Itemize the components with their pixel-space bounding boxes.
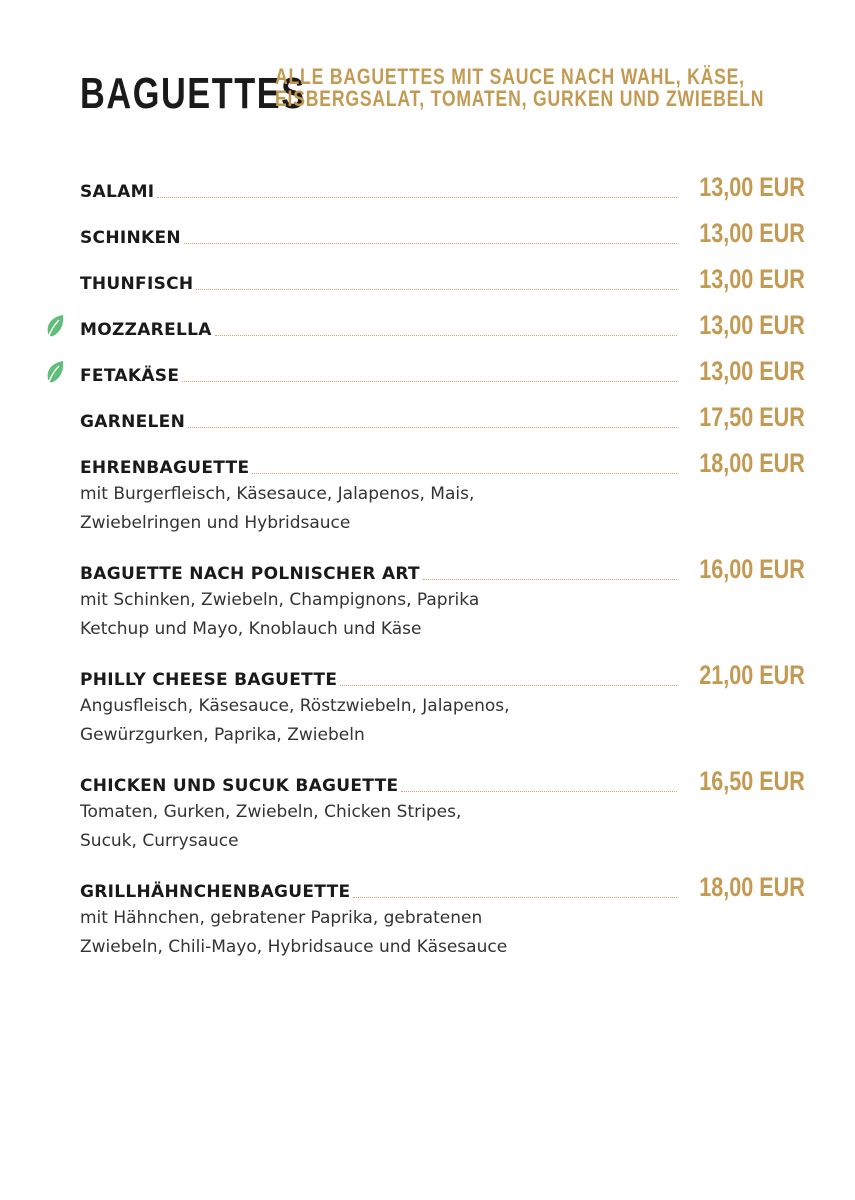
dot-leader bbox=[196, 288, 677, 290]
page-subtitle bbox=[275, 64, 765, 111]
leaf-icon bbox=[44, 360, 66, 386]
menu-item-name: PHILLY CHEESE BAGUETTE bbox=[80, 670, 338, 690]
dot-leader bbox=[252, 472, 677, 474]
subtitle-line-2: EISBERGSALAT, TOMATEN, GURKEN UND ZWIEBELN bbox=[275, 86, 765, 111]
menu-item-price: 17,50 EUR bbox=[699, 402, 805, 432]
dot-leader bbox=[340, 684, 677, 686]
menu-item bbox=[80, 356, 805, 386]
dot-leader bbox=[423, 578, 677, 580]
menu-item-price: 13,00 EUR bbox=[699, 310, 805, 340]
menu-item bbox=[80, 172, 805, 202]
menu-item-name: FETAKÄSE bbox=[80, 366, 180, 386]
menu-item-row bbox=[80, 766, 805, 796]
subtitle-line-1: ALLE BAGUETTES MIT SAUCE NACH WAHL, KÄSE, bbox=[275, 64, 745, 89]
dot-leader bbox=[157, 196, 677, 198]
menu-item-name: CHICKEN UND SUCUK BAGUETTE bbox=[80, 776, 399, 796]
menu-item-name: THUNFISCH bbox=[80, 274, 194, 294]
menu-item-name: BAGUETTE NACH POLNISCHER ART bbox=[80, 564, 420, 584]
description-line: Gewürzgurken, Paprika, Zwiebeln bbox=[80, 725, 365, 745]
page-header bbox=[80, 66, 835, 116]
menu-item-name: SALAMI bbox=[80, 182, 155, 202]
dot-leader bbox=[188, 426, 677, 428]
menu-item-price: 13,00 EUR bbox=[699, 218, 805, 248]
leaf-icon bbox=[44, 314, 66, 340]
menu-item-price: 18,00 EUR bbox=[699, 448, 805, 478]
description-line: mit Schinken, Zwiebeln, Champignons, Paprika bbox=[80, 590, 480, 610]
menu-item-description bbox=[80, 692, 600, 750]
menu-item-description bbox=[80, 904, 600, 962]
menu-item-price: 16,00 EUR bbox=[699, 554, 805, 584]
menu-item-name: EHRENBAGUETTE bbox=[80, 458, 250, 478]
menu-item bbox=[80, 310, 805, 340]
description-line: Ketchup und Mayo, Knoblauch und Käse bbox=[80, 619, 422, 639]
menu-list bbox=[80, 172, 805, 978]
menu-item-price: 13,00 EUR bbox=[699, 264, 805, 294]
dot-leader bbox=[215, 334, 677, 336]
menu-item-price: 16,50 EUR bbox=[699, 766, 805, 796]
menu-item-name: SCHINKEN bbox=[80, 228, 181, 248]
description-line: Tomaten, Gurken, Zwiebeln, Chicken Stripes, bbox=[80, 802, 462, 822]
menu-item-row bbox=[80, 264, 805, 294]
menu-item bbox=[80, 660, 805, 750]
menu-item-row bbox=[80, 554, 805, 584]
menu-item-price: 13,00 EUR bbox=[699, 172, 805, 202]
menu-item-description bbox=[80, 586, 600, 644]
menu-item bbox=[80, 448, 805, 538]
menu-item-row bbox=[80, 310, 805, 340]
menu-item-row bbox=[80, 172, 805, 202]
page-title: BAGUETTES bbox=[80, 69, 306, 118]
menu-item-description bbox=[80, 798, 600, 856]
dot-leader bbox=[184, 242, 677, 244]
menu-item bbox=[80, 872, 805, 962]
menu-item-name: MOZZARELLA bbox=[80, 320, 212, 340]
menu-item-row bbox=[80, 448, 805, 478]
menu-item-price: 18,00 EUR bbox=[699, 872, 805, 902]
menu-item-price: 13,00 EUR bbox=[699, 356, 805, 386]
menu-item-row bbox=[80, 402, 805, 432]
menu-item bbox=[80, 554, 805, 644]
dot-leader bbox=[182, 380, 677, 382]
dot-leader bbox=[401, 790, 677, 792]
menu-item-row bbox=[80, 872, 805, 902]
menu-item bbox=[80, 402, 805, 432]
menu-item bbox=[80, 218, 805, 248]
description-line: mit Burgerfleisch, Käsesauce, Jalapenos, Mais, bbox=[80, 484, 475, 504]
description-line: Angusfleisch, Käsesauce, Röstzwiebeln, Jalapenos, bbox=[80, 696, 510, 716]
dot-leader bbox=[353, 896, 677, 898]
menu-item-description bbox=[80, 480, 600, 538]
menu-item bbox=[80, 766, 805, 856]
menu-item-name: GRILLHÄHNCHENBAGUETTE bbox=[80, 882, 351, 902]
menu-item bbox=[80, 264, 805, 294]
menu-item-name: GARNELEN bbox=[80, 412, 186, 432]
description-line: mit Hähnchen, gebratener Paprika, gebratenen bbox=[80, 908, 483, 928]
menu-item-row bbox=[80, 218, 805, 248]
menu-item-row bbox=[80, 660, 805, 690]
description-line: Sucuk, Currysauce bbox=[80, 831, 239, 851]
description-line: Zwiebeln, Chili-Mayo, Hybridsauce und Käsesauce bbox=[80, 937, 508, 957]
description-line: Zwiebelringen und Hybridsauce bbox=[80, 513, 351, 533]
menu-item-price: 21,00 EUR bbox=[699, 660, 805, 690]
menu-item-row bbox=[80, 356, 805, 386]
